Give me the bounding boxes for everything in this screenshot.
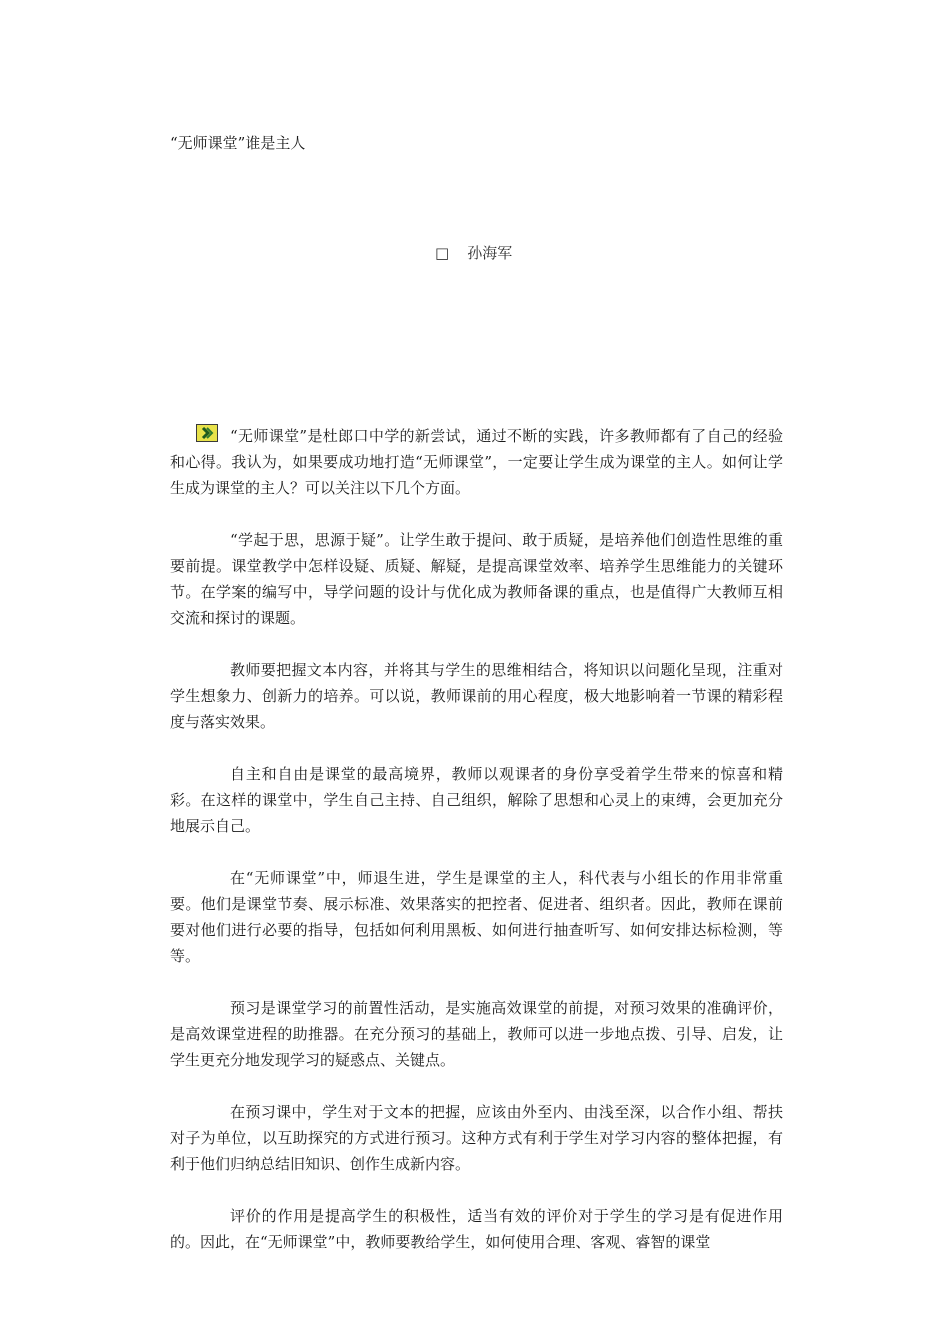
article-title: “无师课堂”谁是主人 [170, 134, 306, 152]
paragraph-8: 评价的作用是提高学生的积极性，适当有效的评价对于学生的学习是有促进作用的。因此，在“无师课堂”中，教师要教给学生，如何使用合理、客观、睿智的课堂 [170, 1207, 783, 1251]
paragraph-5: 在“无师课堂”中，师退生进，学生是课堂的主人，科代表与小组长的作用非常重要。他们是课堂节奏、展示标准、效果落实的把控者、促进者、组织者。因此，教师在课前要对他们进行必要的指导，包括如何利用黑板、如何进行抽查听写、如何安排达标检测，等等。 [170, 869, 783, 965]
paragraph-4: 自主和自由是课堂的最高境界，教师以观课者的身份享受着学生带来的惊喜和精彩。在这样的课堂中，学生自己主持、自己组织，解除了思想和心灵上的束缚，会更加充分地展示自己。 [170, 765, 783, 835]
author-name: 孙海军 [467, 244, 513, 262]
paragraph-6: 预习是课堂学习的前置性活动，是实施高效课堂的前提，对预习效果的准确评价，是高效课堂进程的助推器。在充分预习的基础上，教师可以进一步地点拨、引导、启发，让学生更充分地发现学习的疑惑点、关键点。 [170, 999, 783, 1069]
paragraph-2: “学起于思，思源于疑”。让学生敢于提问、敢于质疑，是培养他们创造性思维的重要前提。课堂教学中怎样设疑、质疑、解疑，是提高课堂效率、培养学生思维能力的关键环节。在学案的编写中，导学问题的设计与优化成为教师备课的重点，也是值得广大教师互相交流和探讨的课题。 [170, 531, 783, 627]
paragraph-text: “无师课堂”是杜郎口中学的新尝试，通过不断的实践，许多教师都有了自己的经验和心得。我认为，如果要成功地打造“无师课堂”，一定要让学生成为课堂的主人。如何让学生成为课堂的主人？可以关注以下几个方面。 [170, 427, 783, 497]
paragraph-1 [170, 423, 783, 501]
square-bullet-icon: □ [435, 244, 450, 262]
author-line [435, 241, 512, 265]
paragraph-7: 在预习课中，学生对于文本的把握，应该由外至内、由浅至深，以合作小组、帮扶对子为单位，以互助探究的方式进行预习。这种方式有利于学生对学习内容的整体把握，有利于他们归纳总结旧知识、创作生成新内容。 [170, 1103, 783, 1173]
paragraph-3: 教师要把握文本内容，并将其与学生的思维相结合，将知识以问题化呈现，注重对学生想象力、创新力的培养。可以说，教师课前的用心程度，极大地影响着一节课的精彩程度与落实效果。 [170, 661, 783, 731]
lead-icon-wrap [170, 424, 230, 444]
document-arrow-icon [196, 424, 218, 442]
article-body [170, 423, 783, 1281]
